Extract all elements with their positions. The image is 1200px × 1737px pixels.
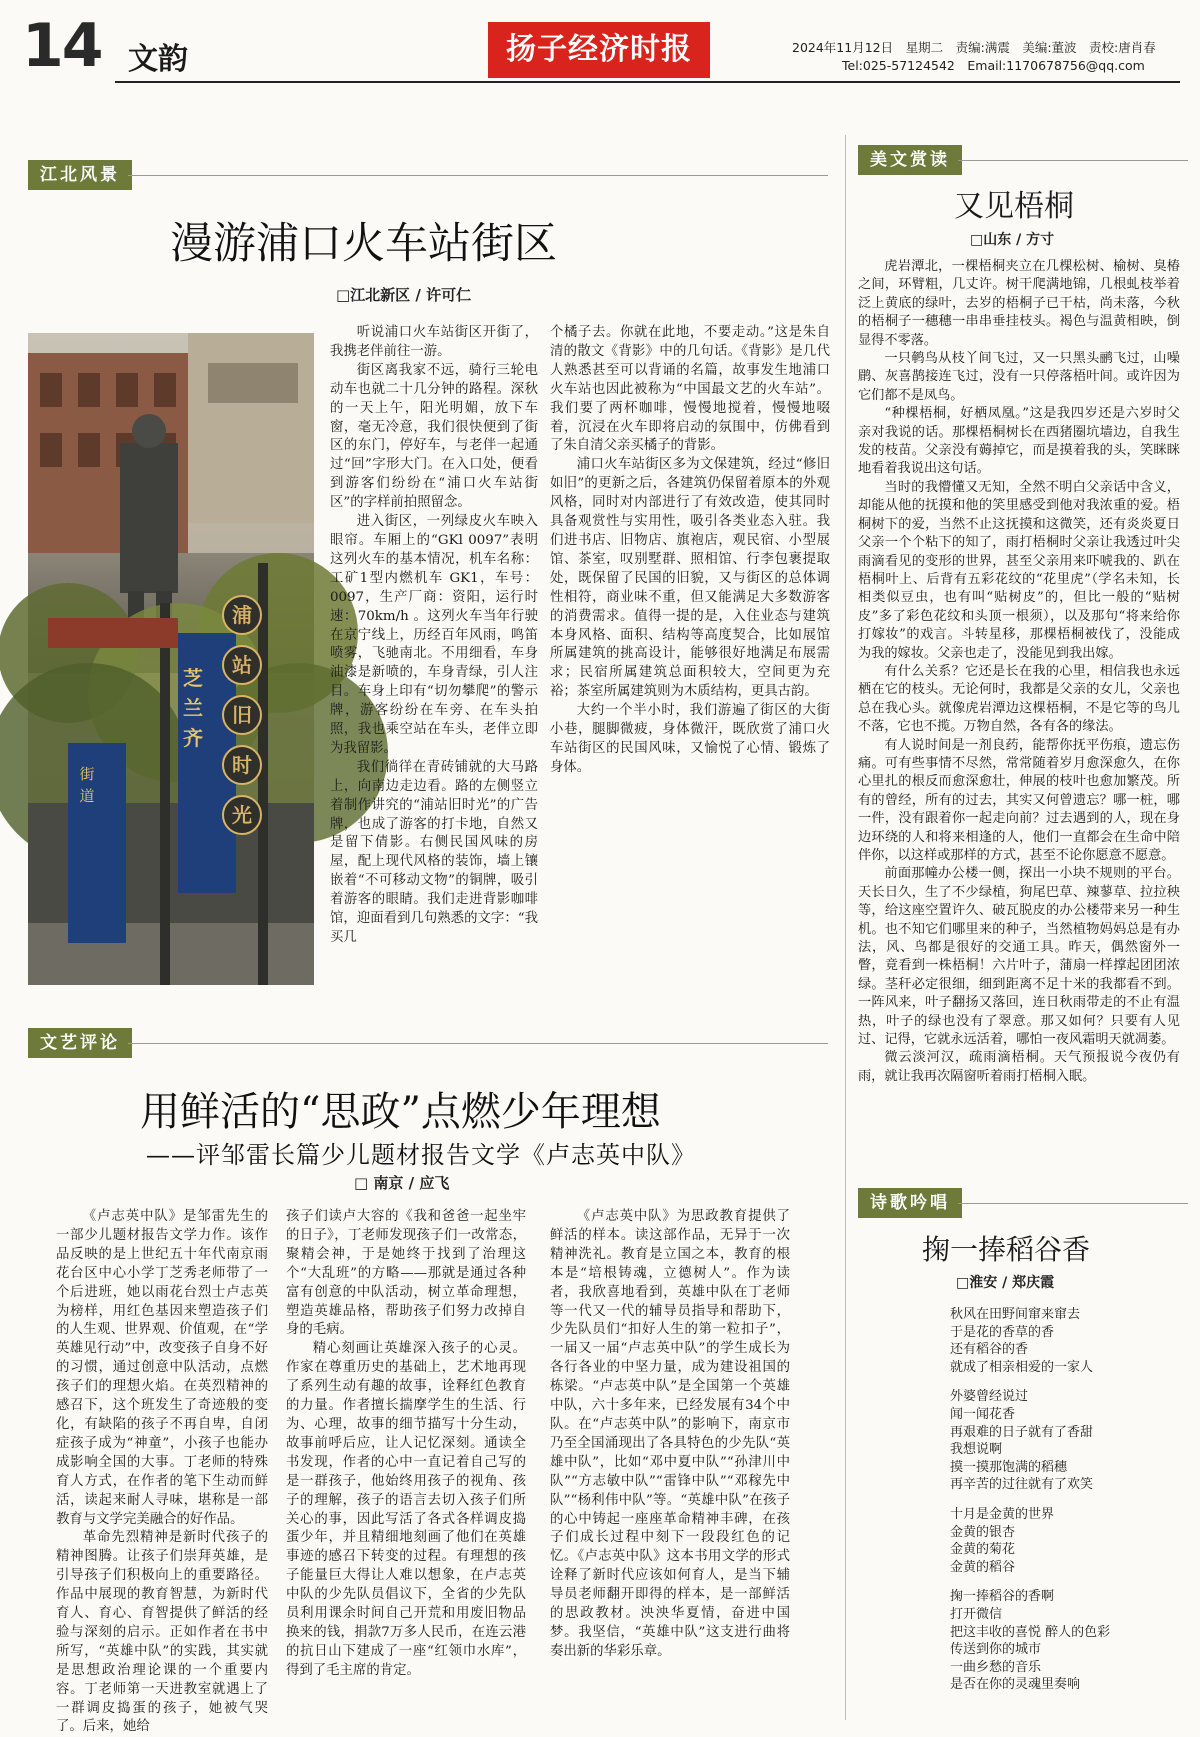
article-subtitle: ——评邹雷长篇少儿题材报告文学《卢志英中队》 [146, 1141, 696, 1169]
page-header [0, 0, 1200, 95]
poem-body [950, 1306, 1180, 1706]
poem-title: 掬一捧稻谷香 [922, 1233, 1091, 1266]
section-tag-poem: 诗歌吟唱 [858, 1188, 962, 1218]
tag-rule [128, 175, 828, 176]
header-rule [115, 81, 1180, 83]
blue-banner-text-2: 街道 [79, 765, 95, 805]
poem-line: 秋风在田野间窜来窜去 [950, 1307, 1081, 1322]
poem-line: 再辛苦的过往就有了欢笑 [950, 1477, 1094, 1493]
article-byline: □ 南京 / 应飞 [354, 1174, 450, 1192]
paragraph: 虎岩潭北，一棵梧桐夹立在几棵松树、榆树、臭椿之间，环臂粗，几丈许。树干爬满地锦，几根虬枝举着泛上黄底的绿叶，去岁的梧桐子已干枯，尚未落，今秋的梧桐子一穗穗一串串垂挂枝头。褐色与温黄相映，倒显得不零落。 [858, 259, 1180, 348]
article3-body [858, 258, 1180, 1086]
sign-circle-3: 旧 [222, 695, 262, 735]
article2-column-2 [286, 1208, 526, 1681]
contact-info: Tel:025-57124542 Email:1170678756@qq.com [842, 58, 1145, 73]
sign-circle-4: 时 [222, 745, 262, 785]
paragraph: “种棵梧桐，好栖凤凰。”这是我四岁还是六岁时父亲对我说的话。那棵梧桐树长在西猪圈坑墙边，自我生发的枝苗。父亲没有薅掉它，而是摸着我的头，笑眯眯地看着我说出这句话。 [858, 406, 1180, 477]
paragraph: 个橘子去。你就在此地，不要走动。”这是朱自清的散文《背影》中的几句话。《背影》是几代人熟悉甚至可以背诵的名篇，故事发生地浦口火车站也因此被称为“中国最文艺的火车站”。我们要了两杯咖啡，慢慢地搅着，慢慢地啜着，沉浸在火车即将启动的氛围中，仿佛看到了朱自清父亲买橘子的背影。 [550, 325, 830, 454]
poem-line: 于是花的香草的香 [950, 1324, 1055, 1340]
blue-banner-text: 芝兰齐 [183, 666, 203, 750]
paragraph: 听说浦口火车站街区开街了，我携老伴前往一游。 [330, 325, 538, 359]
article1-column-1 [330, 324, 538, 948]
column-divider [845, 135, 846, 1720]
article-byline: □山东 / 方寸 [970, 232, 1055, 248]
poem-line: 金黄的稻谷 [950, 1559, 1016, 1575]
poem-line: 摸一摸那饱满的稻穗 [950, 1459, 1068, 1475]
paragraph: 《卢志英中队》是邹雷先生的一部少儿题材报告文学力作。该作品反映的是上世纪五十年代南京雨花台区中心小学丁芝秀老师带了一个后进班，她以雨花台烈士卢志英为榜样，用红色基因来塑造孩子们的人生观、世界观、价值观，在“学英雄见行动”中，改变孩子自身不好的习惯，通过创意中队活动，点燃孩子们的理想火焰。在英烈精神的感召下，这个班发生了奇迹般的变化，有缺陷的孩子不再自卑，自闭症孩子成为“神童”，小孩子也能办成影响全国的大事。丁老师的特殊育人方式，在作者的笔下生动而鲜活，读起来耐人寻味，堪称是一部教育与文学完美融合的好作品。 [56, 1209, 268, 1527]
poem-line: 十月是金黄的世界 [950, 1506, 1055, 1522]
poem-line: 再艰难的日子就有了香甜 [950, 1424, 1094, 1440]
sign-circle-5: 光 [222, 795, 262, 835]
article-byline: □江北新区 / 许可仁 [336, 286, 472, 304]
paragraph: 当时的我懵懂又无知，全然不明白父亲话中含义，却能从他的抚摸和他的笑里感受到他对我浓重的爱。梧桐树下的爱，当然不止这抚摸和这微笑，还有炎炎夏日父亲一个个粘下的知了，雨打梧桐时父亲让我透过叶尖雨滴看见的变形的世界，甚至父亲用来吓唬我的、趴在梧桐叶上、后背有五彩花纹的“花里虎”（学名未知，长相类似豆虫，也有叫“贴树皮”的，但比一般的“贴树皮”多了彩色花纹和头顶一根须），以及那句“将来给你打嫁妆”的戏言。斗转星移，那棵梧桐被伐了，没能成为我的嫁妆。父亲也走了，没能见到我出嫁。 [858, 479, 1180, 661]
poem-byline: □淮安 / 郑庆霞 [956, 1275, 1055, 1291]
paragraph: 浦口火车站街区多为文保建筑，经过“修旧如旧”的更新之后，各建筑仍保留着原本的外观风格，同时对内部进行了有效改造，使其同时具备观赏性与实用性，吸引各类业态入驻。我们进书店、旧物店、旗袍店，观民宿、小型展馆、茶室，叹别墅群、照相馆、行李包裹提取处，既保留了民国的旧貌，又与街区的总体调性相符，商业味不重，但又能满足大多数游客的消费需求。值得一提的是，入住业态与建筑本身风格、面积、结构等高度契合，比如展馆所属建筑的挑高设计，能够很好地满足布展需求；民宿所属建筑总面积较大，空间更为充裕；茶室所属建筑则为木质结构，更具古韵。 [550, 457, 830, 700]
article2-column-3 [550, 1208, 790, 1662]
paragraph: 精心刻画让英雄深入孩子的心灵。作家在尊重历史的基础上，艺术地再现了系列生动有趣的故事，诠释红色教育的力量。作者擅长揣摩学生的生活、行为、心理，故事的细节描写十分生动，故事前呼后应，让人记忆深刻。通读全书发现，作者的心中一直记着自己写的是一群孩子，他始终用孩子的视角、孩子的理解，孩子的语言去切入孩子们所关心的事，因此写活了各式各样调皮捣蛋少年，并且精细地刻画了他们在英雄事迹的感召下转变的过程。有理想的孩子能量巨大得让人难以想象，在卢志英中队的少先队员倡议下，全省的少先队员利用课余时间自己开荒和用废旧物品换来的钱，捐款7万多人民币，在连云港的抗日山下建成了一座“红领巾水库”，得到了毛主席的肯定。 [286, 1341, 526, 1678]
poem-stanza-1 [950, 1306, 1180, 1376]
paragraph: 《卢志英中队》为思政教育提供了鲜活的样本。读这部作品，无异于一次精神洗礼。教育是立国之本，教育的根本是“培根铸魂，立德树人”。作为读者，我欣喜地看到，英雄中队在丁老师等一代又一代的辅导员指导和帮助下，少先队员们“扣好人生的第一粒扣子”，一届又一届“卢志英中队”的学生成长为各行各业的中坚力量，成为建设祖国的栋梁。“卢志英中队”是全国第一个英雄中队，六十多年来，已经发展有34个中队。在“卢志英中队”的影响下，南京市乃至全国涌现出了各具特色的少先队“英雄中队”，比如“邓中夏中队”“孙津川中队”“方志敏中队”“雷锋中队”“邓稼先中队”“杨利伟中队”等。“英雄中队”在孩子的心中铸起一座座革命精神丰碑，在孩子们成长过程中刻下一段段红色的记忆。《卢志英中队》这本书用文学的形式诠释了新时代应该如何育人，是当下辅导员老师翻开即得的样本，是一部鲜活的思政教材。泱泱华夏情，奋进中国梦。我坚信，“英雄中队”这支进行曲将奏出新的华彩乐章。 [550, 1209, 790, 1659]
paragraph: 我们徜徉在青砖铺就的大马路上，向南边走边看。路的左侧竖立着制作讲究的“浦站旧时光”的广告牌，也成了游客的打卡地，自然又是留下倩影。右侧民国风味的房屋，配上现代风格的装饰，墙上镶嵌着“不可移动文物”的铜牌，吸引着游客的眼睛。我们走进背影咖啡馆，迎面看到几句熟悉的文字：“我买几 [330, 759, 538, 945]
article2-column-1 [56, 1208, 268, 1737]
section-name: 文韵 [128, 42, 188, 77]
tag-rule [958, 1203, 1188, 1204]
poem-line: 金黄的菊花 [950, 1542, 1016, 1558]
paragraph: 一只鹌鸟从枝丫间飞过，又一只黑头鹂飞过，山噪鹛、灰喜鹊接连飞过，没有一只停落梧叶间。或许因为它们都不是凤鸟。 [858, 351, 1180, 403]
poem-line: 是否在你的灵魂里奏响 [950, 1677, 1081, 1693]
paragraph: 有什么关系？它还是长在我的心里，相信我也永远栖在它的枝头。无论何时，我都是父亲的女儿，父亲也总在我心头。就像虎岩潭边这棵梧桐，不是它等的鸟儿不落，它也不揽。万物自然，各有各的缘法。 [858, 663, 1180, 735]
paragraph: 孩子们读卢大容的《我和爸爸一起坐牢的日子》，丁老师发现孩子们一改常态，聚精会神，于是她终于找到了治理这个“大乱班”的方略——那就是通过各种富有创意的中队活动，树立革命理想，塑造英雄品格，帮助孩子们努力改掉自身的毛病。 [286, 1209, 526, 1338]
section-tag-meiwen: 美文赏读 [858, 145, 962, 175]
poem-stanza-3 [950, 1506, 1180, 1576]
poem-line: 把这丰收的喜悦 醉人的色彩 [950, 1624, 1111, 1640]
page-number: 14 [22, 11, 102, 81]
poem-stanza-2 [950, 1388, 1180, 1494]
article-title: 漫游浦口火车站街区 [170, 219, 557, 269]
paragraph: 街区离我家不远，骑行三轮电动车也就二十几分钟的路程。深秋的一天上午，阳光明媚，放下车窗，毫无冷意，我们很快便到了街区的东门，停好车，与老伴一起通过“回”字形大门。在入口处，便看到游客们纷纷在“浦口火车站街区”的字样前拍照留念。 [330, 362, 538, 511]
newspaper-logo: 扬子经济时报 [488, 22, 710, 78]
street-photo-illustration [28, 333, 314, 985]
street-photo [28, 333, 314, 985]
section-tag-review: 文艺评论 [28, 1028, 132, 1058]
section-tag-jiangbei: 江北风景 [28, 160, 132, 190]
poem-line: 传送到你的城市 [950, 1642, 1042, 1658]
poem-line: 我想说啊 [950, 1442, 1003, 1458]
tag-rule [958, 160, 1188, 161]
paragraph: 进入街区，一列绿皮火车映入眼帘。车厢上的“GKl 0097”表明这列火车的基本情况，机车名称：工矿1型内燃机车 GK1，车号：0097，生产厂商：资阳，运行时速：70km/h 。这列火车当年行驶在京宁线上，历经百年风雨，鸣笛喷雾，飞驰南北。不用细看，车身油漆是新喷的，车身青绿，引人注目。车身上印有“切勿攀爬”的警示牌，游客纷纷在车旁、在车头拍照，我也乘空站在车头，老伴立即为我留影。 [330, 514, 538, 756]
tag-rule [128, 1043, 828, 1044]
article-title: 用鲜活的“思政”点燃少年理想 [140, 1089, 661, 1135]
issue-info: 2024年11月12日 星期二 责编:满震 美编:董波 责校:唐肖春 [792, 40, 1156, 55]
poem-line: 掬一捧稻谷的香啊 [950, 1589, 1055, 1605]
paragraph: 大约一个半小时，我们游遍了街区的大街小巷，腿脚微疲，身体微汗，既欣赏了浦口火车站街区的民国风味，又愉悦了心情、锻炼了身体。 [550, 703, 830, 775]
article-title: 又见梧桐 [954, 189, 1074, 224]
sign-circle-2: 站 [222, 645, 262, 685]
poem-line: 金黄的银杏 [950, 1524, 1016, 1540]
paragraph: 前面那幢办公楼一侧，探出一小块不规则的平台。天长日久，生了不少绿植，狗尾巴草、辣蓼草、拉拉秧等，给这座空置许久、破瓦脱皮的办公楼带来另一种生机。也不知它们哪里来的种子，当然植物妈妈总是有办法，风、鸟都是很好的交通工具。昨天，偶然窗外一瞥，竟看到一株梧桐！六片叶子，蒲扇一样撑起团团浓绿。茎秆必定很细，细到距离不足十米的我都看不到。一阵风来，叶子翻扬又落回，连日秋雨带走的不止有温热，叶子的绿也没有了翠意。那又如何？只要有人见过、记得，它就永远活着，哪怕一夜风霜明天就凋萎。 [858, 866, 1180, 1048]
poem-line: 打开微信 [950, 1606, 1003, 1622]
sign-circle-1: 浦 [222, 595, 262, 635]
article1-column-2 [550, 324, 830, 778]
poem-line: 外婆曾经说过 [950, 1389, 1029, 1405]
poem-line: 一曲乡愁的音乐 [950, 1659, 1042, 1675]
sign-circles [222, 595, 266, 835]
poem-stanza-4 [950, 1588, 1180, 1694]
poem-line: 就成了相亲相爱的一家人 [950, 1359, 1094, 1375]
poem-line: 闻一闻花香 [950, 1406, 1016, 1422]
paragraph: 革命先烈精神是新时代孩子的精神图腾。让孩子们崇拜英雄，是引导孩子们积极向上的重要路径。作品中展现的教育智慧，为新时代育人、育心、育智提供了鲜活的经验与深刻的启示。正如作者在书中所写，“英雄中队”的实践，其实就是思想政治理论课的一个重要内容。丁老师第一天进教室就遇上了一群调皮捣蛋的孩子，她被气哭了。后来，她给 [56, 1530, 268, 1735]
poem-line: 还有稻谷的香 [950, 1342, 1029, 1358]
paragraph: 微云淡河汉，疏雨滴梧桐。天气预报说今夜仍有雨，就让我再次隔窗听着雨打梧桐入眠。 [858, 1050, 1180, 1084]
paragraph: 有人说时间是一剂良药，能帮你抚平伤痕，遗忘伤痛。可有些事情不尽然，常常随着岁月愈深愈久，在你心里扎的根反而愈深愈壮，伸展的枝叶也愈加繁茂。所有的曾经，所有的过去，其实又何曾遗忘？哪一桩，哪一件，没有跟着你一起走向前？过去遇到的人，现在身边环绕的人和将来相逢的人，他们一直都会在生命中陪伴你，以这样或那样的方式，甚至不论你愿意不愿意。 [858, 737, 1180, 863]
